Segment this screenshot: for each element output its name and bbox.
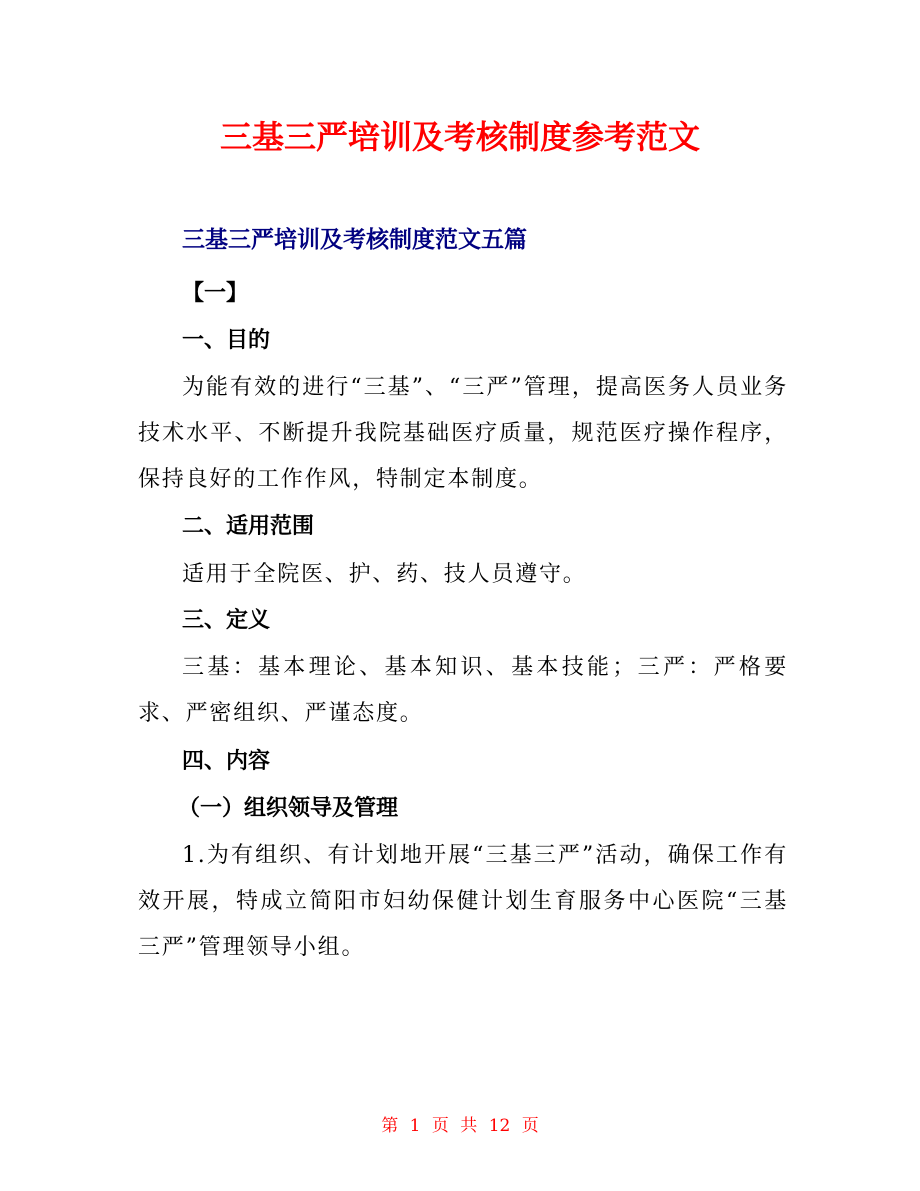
document-subtitle: 三基三严培训及考核制度范文五篇: [182, 227, 527, 253]
page-number-footer: 第 1 页 共 12 页: [381, 1116, 539, 1136]
document-title: 三基三严培训及考核制度参考范文: [219, 118, 700, 156]
paragraph-organization: 1.为有组织、有计划地开展“三基三严”活动，确保工作有效开展，特成立简阳市妇幼保健计划生育服务中心医院“三基三严”管理领导小组。: [138, 843, 788, 960]
heading-scope: 二、适用范围: [182, 514, 315, 539]
paragraph-purpose: 为能有效的进行“三基”、“三严”管理，提高医务人员业务技术水平、不断提升我院基础医疗质量，规范医疗操作程序，保持良好的工作作风，特制定本制度。: [138, 375, 788, 492]
heading-organization: （一）组织领导及管理: [178, 796, 399, 821]
heading-purpose: 一、目的: [182, 328, 271, 353]
paragraph-scope: 适用于全院医、护、药、技人员遵守。: [182, 562, 587, 587]
paragraph-definition: 三基：基本理论、基本知识、基本技能；三严：严格要求、严密组织、严谨态度。: [138, 655, 788, 726]
heading-content: 四、内容: [182, 749, 271, 774]
section-marker: 【一】: [182, 281, 249, 306]
heading-definition: 三、定义: [182, 608, 271, 633]
